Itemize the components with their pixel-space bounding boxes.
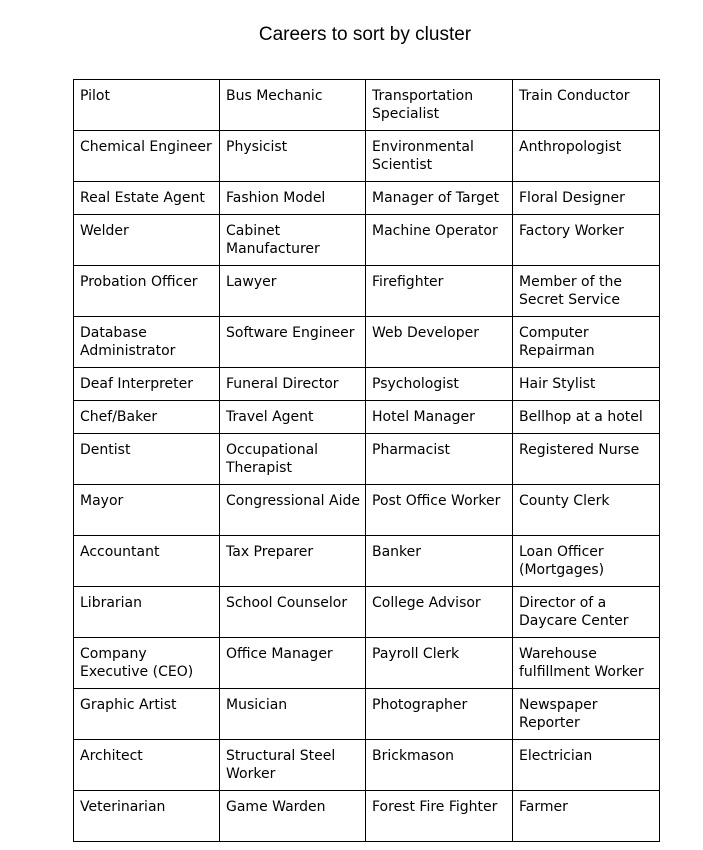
table-cell: Architect	[74, 740, 220, 791]
table-cell: Occupational Therapist	[220, 434, 366, 485]
table-cell: Congressional Aide	[220, 485, 366, 536]
table-cell: Real Estate Agent	[74, 182, 220, 215]
table-cell: Graphic Artist	[74, 689, 220, 740]
table-cell: Banker	[366, 536, 513, 587]
table-cell: Floral Designer	[513, 182, 660, 215]
table-cell: Mayor	[74, 485, 220, 536]
table-cell: Software Engineer	[220, 317, 366, 368]
table-cell: Environmental Scientist	[366, 131, 513, 182]
table-cell: County Clerk	[513, 485, 660, 536]
table-cell: College Advisor	[366, 587, 513, 638]
table-cell: Database Administrator	[74, 317, 220, 368]
table-cell: Welder	[74, 215, 220, 266]
table-cell: Payroll Clerk	[366, 638, 513, 689]
table-cell: Farmer	[513, 791, 660, 842]
table-cell: Funeral Director	[220, 368, 366, 401]
table-cell: Photographer	[366, 689, 513, 740]
table-cell: Transportation Specialist	[366, 80, 513, 131]
table-row	[74, 80, 660, 131]
table-cell: Fashion Model	[220, 182, 366, 215]
table-cell: Manager of Target	[366, 182, 513, 215]
table-row	[74, 638, 660, 689]
table-cell: Brickmason	[366, 740, 513, 791]
table-row	[74, 791, 660, 842]
table-cell: Tax Preparer	[220, 536, 366, 587]
table-cell: Pilot	[74, 80, 220, 131]
table-cell: Hair Stylist	[513, 368, 660, 401]
table-cell: Warehouse fulfillment Worker	[513, 638, 660, 689]
table-cell: Hotel Manager	[366, 401, 513, 434]
table-cell: Newspaper Reporter	[513, 689, 660, 740]
table-cell: Travel Agent	[220, 401, 366, 434]
table-cell: Chemical Engineer	[74, 131, 220, 182]
table-cell: Bellhop at a hotel	[513, 401, 660, 434]
table-cell: Lawyer	[220, 266, 366, 317]
table-cell: Company Executive (CEO)	[74, 638, 220, 689]
table-row	[74, 182, 660, 215]
table-cell: Registered Nurse	[513, 434, 660, 485]
table-row	[74, 266, 660, 317]
table-row	[74, 215, 660, 266]
table-cell: Structural Steel Worker	[220, 740, 366, 791]
table-row	[74, 368, 660, 401]
table-row	[74, 740, 660, 791]
table-row	[74, 587, 660, 638]
table-cell: Deaf Interpreter	[74, 368, 220, 401]
page-title: Careers to sort by cluster	[258, 24, 472, 45]
table-cell: Pharmacist	[366, 434, 513, 485]
table-row	[74, 485, 660, 536]
table-cell: Member of the Secret Service	[513, 266, 660, 317]
table-cell: Cabinet Manufacturer	[220, 215, 366, 266]
careers-table	[73, 79, 660, 842]
table-cell: Accountant	[74, 536, 220, 587]
table-cell: Computer Repairman	[513, 317, 660, 368]
table-cell: Train Conductor	[513, 80, 660, 131]
table-row	[74, 536, 660, 587]
table-cell: Office Manager	[220, 638, 366, 689]
table-cell: Bus Mechanic	[220, 80, 366, 131]
table-cell: Probation Officer	[74, 266, 220, 317]
table-row	[74, 689, 660, 740]
table-cell: Musician	[220, 689, 366, 740]
table-cell: Post Office Worker	[366, 485, 513, 536]
table-cell: Electrician	[513, 740, 660, 791]
table-row	[74, 434, 660, 485]
table-cell: Psychologist	[366, 368, 513, 401]
table-cell: Factory Worker	[513, 215, 660, 266]
table-cell: Machine Operator	[366, 215, 513, 266]
table-cell: Forest Fire Fighter	[366, 791, 513, 842]
table-cell: Firefighter	[366, 266, 513, 317]
table-cell: Loan Officer (Mortgages)	[513, 536, 660, 587]
table-cell: Librarian	[74, 587, 220, 638]
table-cell: Anthropologist	[513, 131, 660, 182]
table-row	[74, 317, 660, 368]
table-row	[74, 401, 660, 434]
table-cell: Veterinarian	[74, 791, 220, 842]
table-cell: Game Warden	[220, 791, 366, 842]
table-cell: Chef/Baker	[74, 401, 220, 434]
table-cell: Web Developer	[366, 317, 513, 368]
table-cell: School Counselor	[220, 587, 366, 638]
table-cell: Director of a Daycare Center	[513, 587, 660, 638]
table-cell: Dentist	[74, 434, 220, 485]
table-cell: Physicist	[220, 131, 366, 182]
table-row	[74, 131, 660, 182]
